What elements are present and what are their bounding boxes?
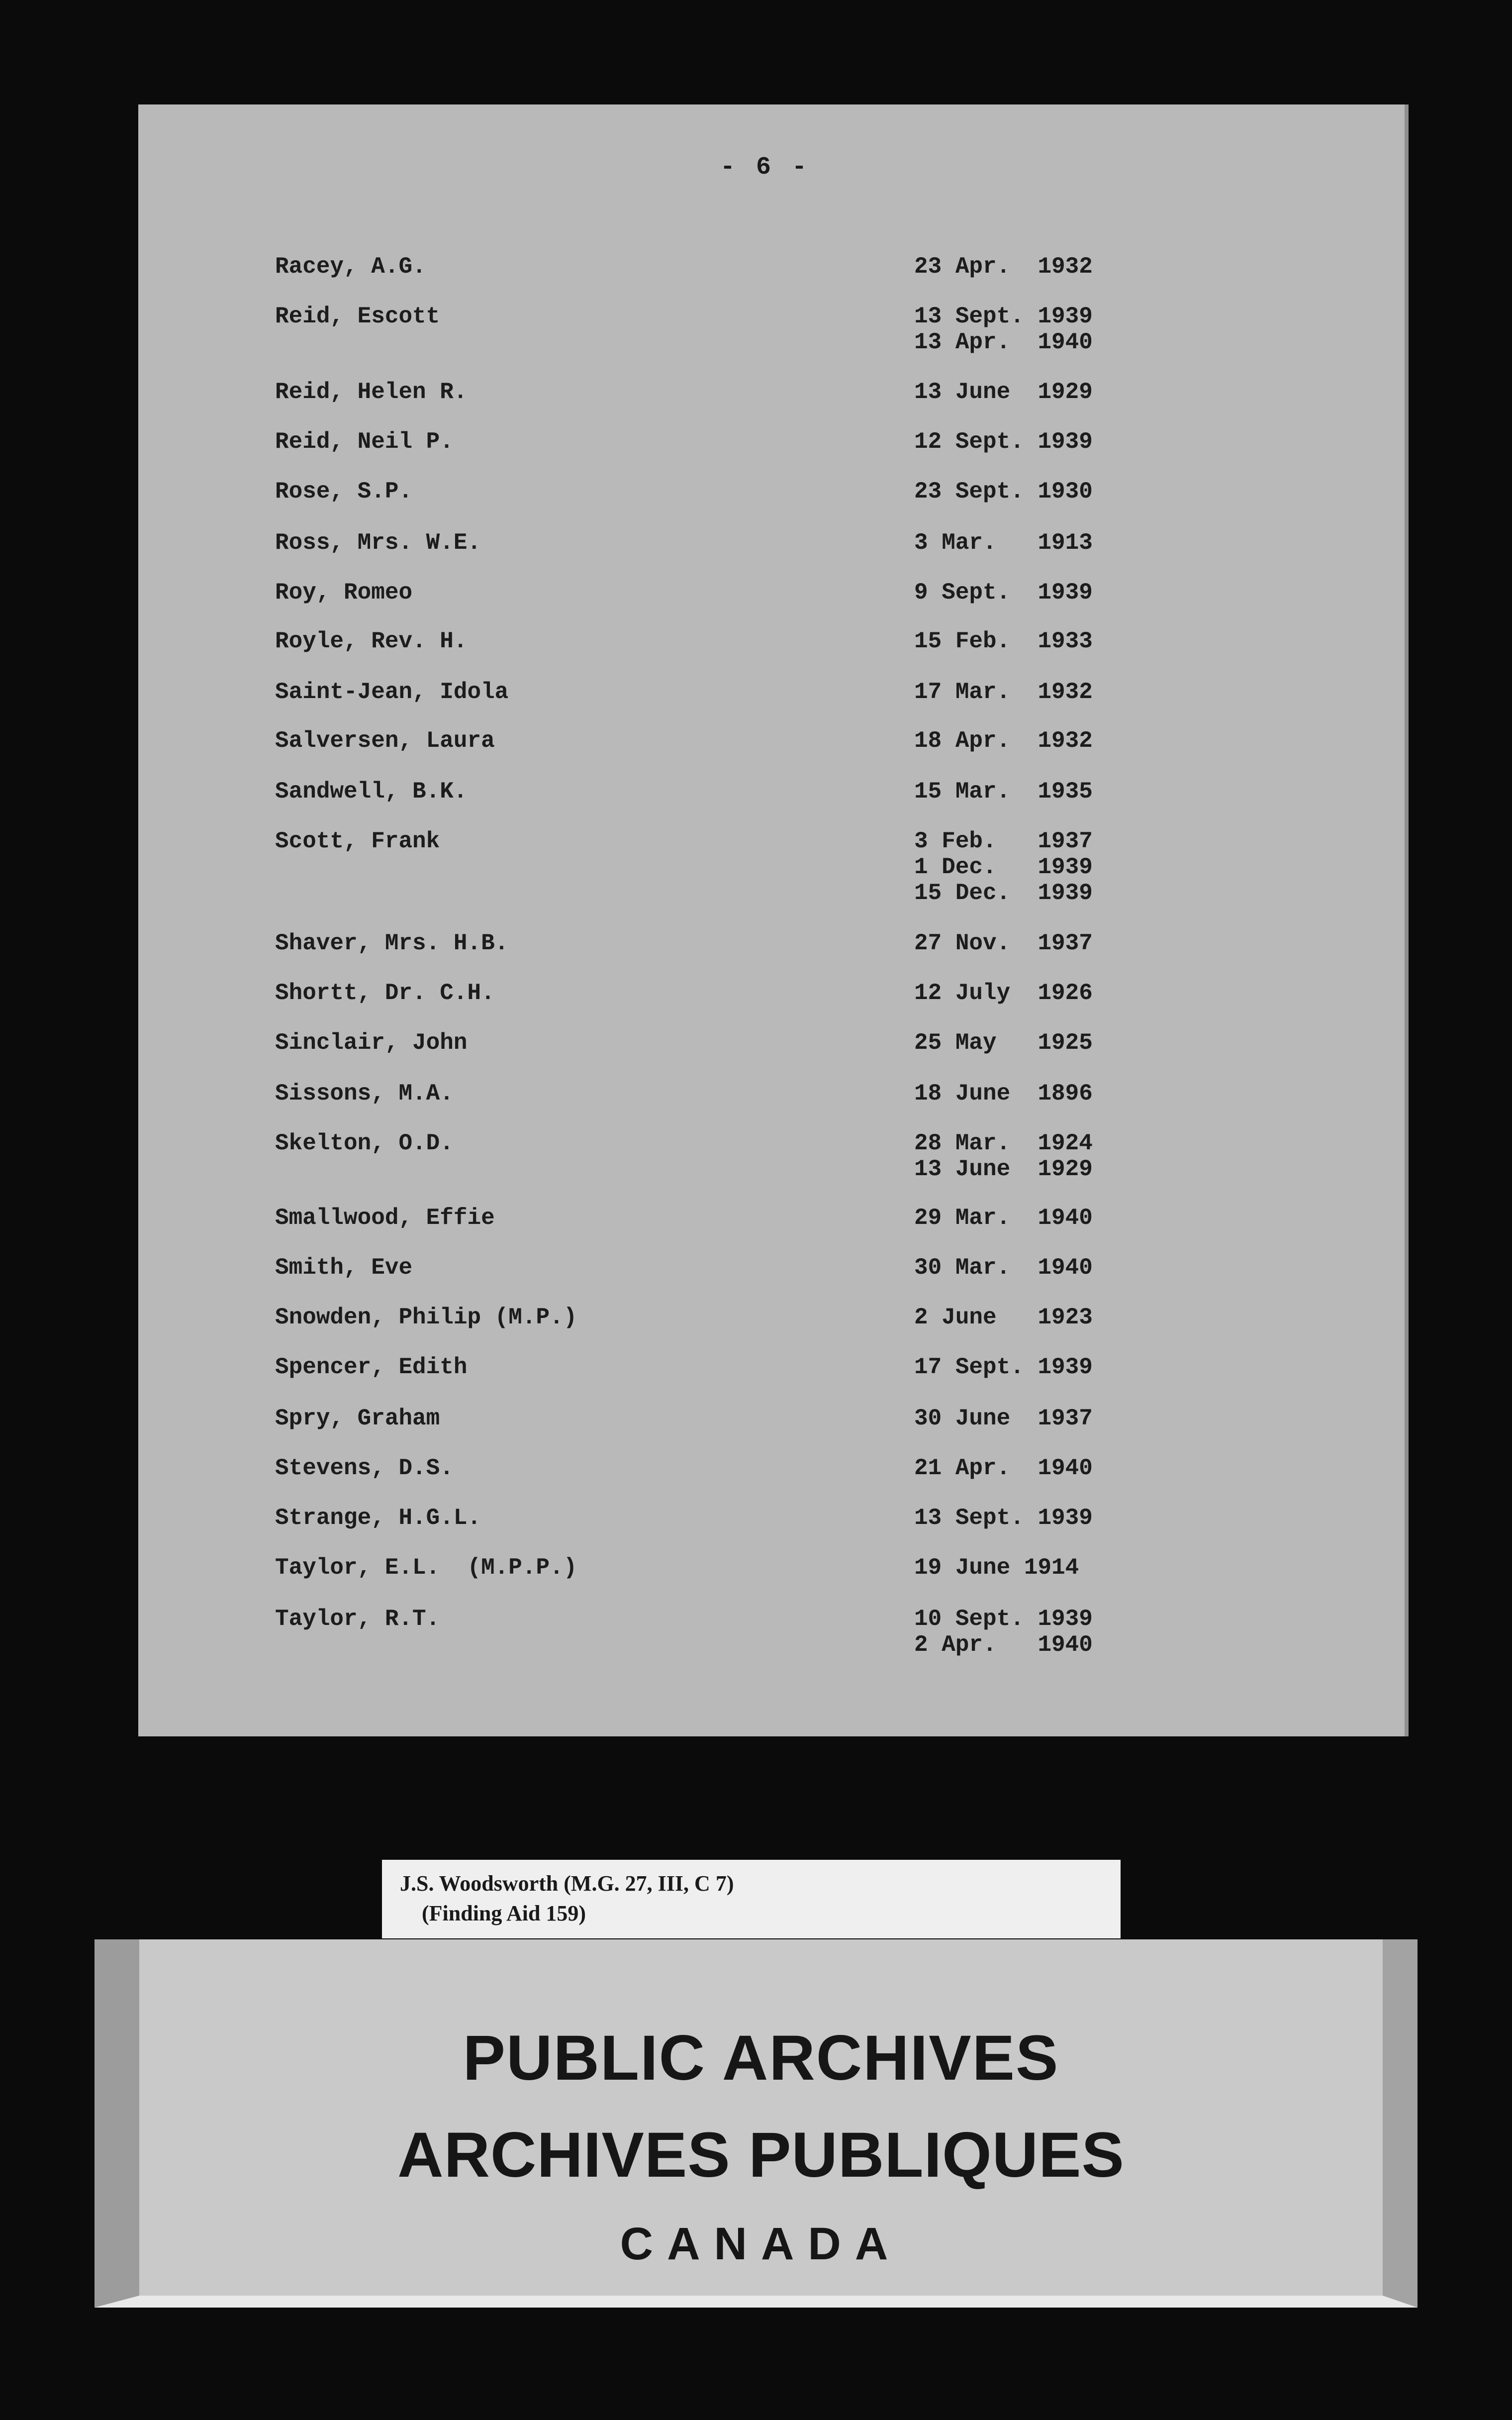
person-name: Reid, Neil P. (275, 429, 454, 455)
letter-date: 15 Feb. 1933 (914, 628, 1093, 654)
letter-date: 3 Mar. 1913 (914, 530, 1093, 556)
date-list (914, 1305, 1093, 1330)
date-list (914, 429, 1093, 455)
letter-date: 30 Mar. 1940 (914, 1255, 1093, 1281)
date-list (914, 980, 1093, 1006)
letter-date: 29 Mar. 1940 (914, 1205, 1093, 1231)
person-name: Strange, H.G.L. (275, 1505, 481, 1531)
letter-date: 25 May 1925 (914, 1030, 1093, 1056)
person-name: Sissons, M.A. (275, 1081, 454, 1107)
date-list (914, 1406, 1093, 1431)
date-list (914, 628, 1093, 654)
person-name: Shaver, Mrs. H.B. (275, 930, 509, 956)
person-name: Reid, Escott (275, 303, 440, 329)
letter-date: 15 Dec. 1939 (914, 880, 1093, 906)
date-list (914, 679, 1093, 705)
letter-date: 15 Mar. 1935 (914, 779, 1093, 805)
letter-date: 9 Sept. 1939 (914, 580, 1093, 605)
collection-reference: J.S. Woodsworth (M.G. 27, III, C 7) (400, 1871, 734, 1896)
stamp-line-country: CANADA (620, 2218, 902, 2269)
date-list (914, 1255, 1093, 1281)
date-list (914, 828, 1093, 906)
person-name: Skelton, O.D. (275, 1130, 454, 1156)
letter-date: 30 June 1937 (914, 1406, 1093, 1431)
finding-aid-reference: (Finding Aid 159) (422, 1901, 586, 1925)
person-name: Snowden, Philip (M.P.) (275, 1305, 577, 1330)
letter-date: 12 July 1926 (914, 980, 1093, 1006)
letter-date: 10 Sept. 1939 (914, 1606, 1093, 1632)
date-list (914, 1030, 1093, 1056)
date-list (914, 779, 1093, 805)
letter-date: 18 June 1896 (914, 1081, 1093, 1107)
date-list (914, 530, 1093, 556)
stamp-line-english: PUBLIC ARCHIVES (463, 2022, 1059, 2094)
date-list (914, 930, 1093, 956)
person-name: Spry, Graham (275, 1406, 440, 1431)
person-name: Reid, Helen R. (275, 379, 468, 405)
page-number: - 6 - (720, 153, 810, 182)
date-list (914, 1354, 1093, 1380)
date-list (914, 1505, 1093, 1531)
person-name: Salversen, Laura (275, 728, 495, 754)
date-list (914, 254, 1093, 280)
date-list (914, 1555, 1079, 1581)
person-name: Saint-Jean, Idola (275, 679, 509, 705)
date-list (914, 379, 1093, 405)
date-list (914, 1455, 1093, 1481)
letter-date: 27 Nov. 1937 (914, 930, 1093, 956)
letter-date: 13 June 1929 (914, 379, 1093, 405)
person-name: Sinclair, John (275, 1030, 468, 1056)
person-name: Smallwood, Effie (275, 1205, 495, 1231)
letter-date: 13 Sept. 1939 (914, 1505, 1093, 1531)
letter-date: 21 Apr. 1940 (914, 1455, 1093, 1481)
date-list (914, 1081, 1093, 1107)
letter-date: 3 Feb. 1937 (914, 828, 1093, 854)
date-list (914, 1130, 1093, 1182)
date-list (914, 580, 1093, 605)
person-name: Ross, Mrs. W.E. (275, 530, 481, 556)
stamp-line-french: ARCHIVES PUBLIQUES (397, 2119, 1125, 2191)
person-name: Roy, Romeo (275, 580, 413, 605)
person-name: Royle, Rev. H. (275, 628, 468, 654)
person-name: Sandwell, B.K. (275, 779, 468, 805)
letter-date: 18 Apr. 1932 (914, 728, 1093, 754)
person-name: Scott, Frank (275, 828, 440, 854)
date-list (914, 479, 1093, 504)
reference-label (382, 1860, 1121, 1938)
letter-date: 28 Mar. 1924 (914, 1130, 1093, 1156)
person-name: Spencer, Edith (275, 1354, 468, 1380)
letter-date: 13 Apr. 1940 (914, 329, 1093, 355)
person-name: Racey, A.G. (275, 254, 426, 280)
letter-date: 13 June 1929 (914, 1156, 1093, 1182)
letter-date: 12 Sept. 1939 (914, 429, 1093, 455)
letter-date: 17 Sept. 1939 (914, 1354, 1093, 1380)
person-name: Taylor, E.L. (M.P.P.) (275, 1555, 577, 1581)
letter-date: 13 Sept. 1939 (914, 303, 1093, 329)
person-name: Stevens, D.S. (275, 1455, 454, 1481)
date-list (914, 1205, 1093, 1231)
person-name: Shortt, Dr. C.H. (275, 980, 495, 1006)
letter-date: 2 June 1923 (914, 1305, 1093, 1330)
letter-date: 23 Sept. 1930 (914, 479, 1093, 504)
date-list (914, 1606, 1093, 1658)
letter-date: 1 Dec. 1939 (914, 854, 1093, 880)
letter-date: 2 Apr. 1940 (914, 1632, 1093, 1658)
letter-date: 17 Mar. 1932 (914, 679, 1093, 705)
name-date-list (138, 104, 1405, 1736)
date-list (914, 728, 1093, 754)
person-name: Rose, S.P. (275, 479, 413, 504)
letter-date: 19 June 1914 (914, 1555, 1079, 1581)
archive-stamp (94, 1939, 1418, 2308)
letter-date: 23 Apr. 1932 (914, 254, 1093, 280)
person-name: Taylor, R.T. (275, 1606, 440, 1632)
date-list (914, 303, 1093, 355)
person-name: Smith, Eve (275, 1255, 413, 1281)
document-page (138, 104, 1409, 1736)
